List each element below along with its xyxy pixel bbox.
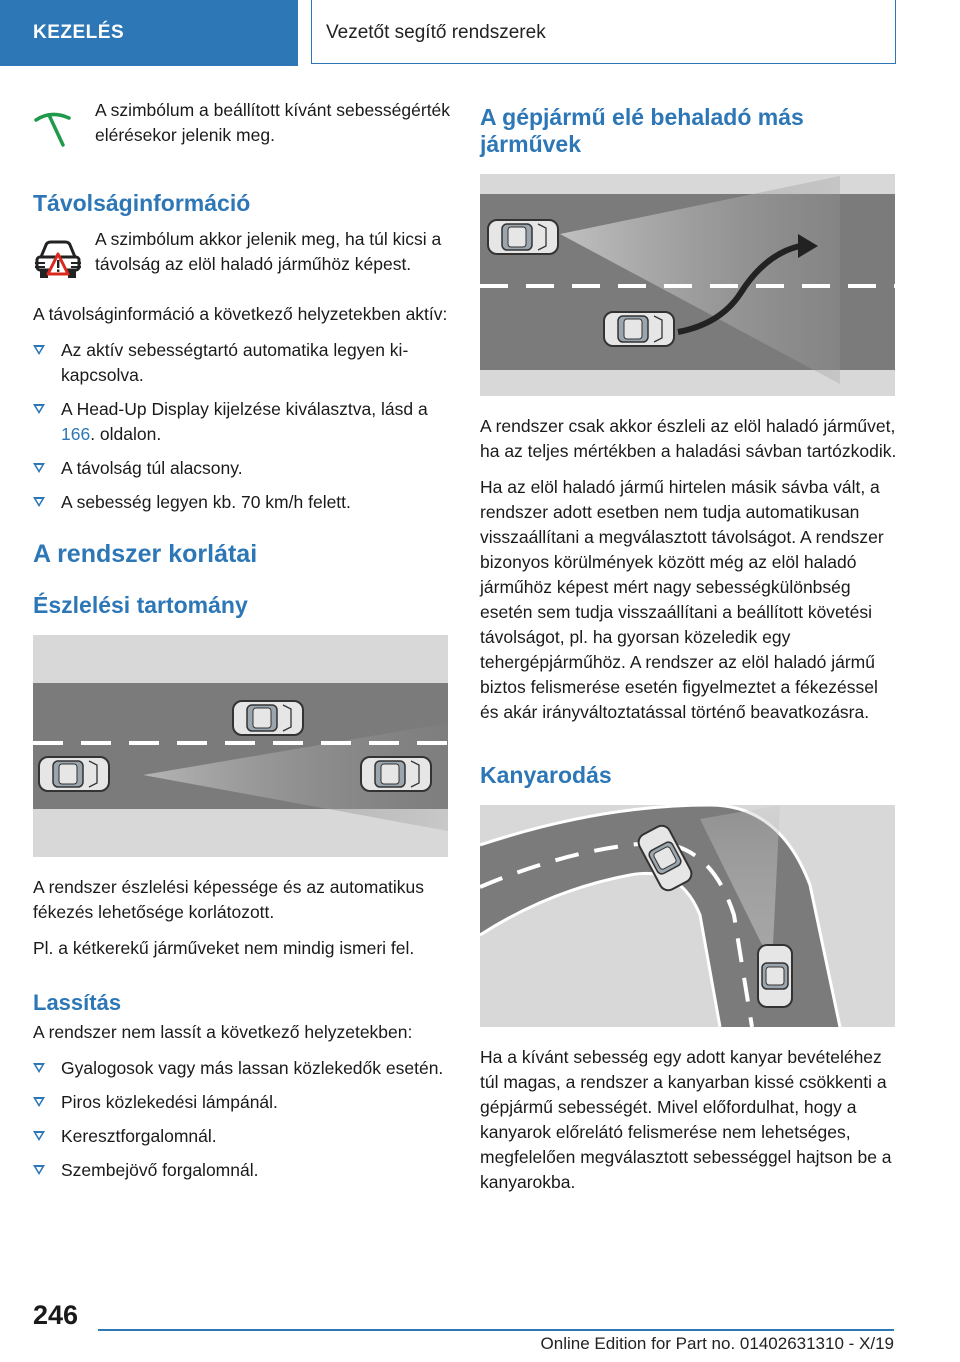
bullet-triangle-icon	[33, 404, 45, 414]
bullet-triangle-icon	[33, 1131, 45, 1141]
footer-edition: Online Edition for Part no. 01402631310 - X/19	[540, 1334, 894, 1353]
cut-in-figure	[480, 174, 895, 396]
speed-reached-icon	[33, 98, 95, 155]
left-column	[33, 98, 451, 1192]
cut-in-heading: A gépjármű elé behaladó más járművek	[480, 104, 804, 157]
right-column	[480, 104, 898, 1206]
cornering-figure	[480, 805, 895, 1027]
distance-info-heading: Távolságinformáció	[33, 190, 251, 216]
bullet-triangle-icon	[33, 497, 45, 507]
page-number: 246	[33, 1300, 79, 1330]
bullet-triangle-icon	[33, 1063, 45, 1073]
list-item: Szembejövő forgalomnál.	[33, 1158, 451, 1183]
distance-symbol-text: A szimbólum akkor jelenik meg, ha túl kicsi a távolság az elöl haladó járműhöz képest.	[95, 229, 442, 274]
page-header	[0, 0, 960, 66]
car-warning-icon	[33, 227, 95, 288]
deceleration-heading: Lassítás	[33, 990, 122, 1015]
bullet-triangle-icon	[33, 1165, 45, 1175]
cornering-heading: Kanyarodás	[480, 762, 612, 788]
speed-symbol-text: A szimbólum a beállított kívánt sebességérték elérésekor jelenik meg.	[95, 100, 451, 145]
distance-active-text: A távolságinformáció a következő helyzetekben aktív:	[33, 304, 448, 324]
page-link[interactable]: 166	[61, 424, 91, 444]
speed-symbol-row	[33, 98, 451, 155]
bullet-triangle-icon	[33, 345, 45, 355]
section-tab: KEZELÉS	[0, 0, 298, 66]
list-item: A Head-Up Display kijelzése kiválasztva, lásd a 166. oldalon.	[33, 397, 451, 447]
footer-divider	[98, 1329, 894, 1331]
bullet-triangle-icon	[33, 463, 45, 473]
bullet-triangle-icon	[33, 1097, 45, 1107]
list-item: Az aktív sebességtartó automatika legyen kikapcsolva.	[33, 338, 451, 388]
cut-in-text-2: Ha az elöl haladó jármű hirtelen másik sávba vált, a rendszer adott esetben nem tudja automatikusan visszaállítani a megválasztott távolságot. A rendszer bizonyos körülmények között még az elöl haladó járműhöz képest mért nagy sebességkülönbség esetén sem tudja visszaállítani a beállított követési távolságot, pl. ha gyorsan közeledik egy tehergépjárműhöz. A rendszer az elöl haladó jármű biztos felismerése esetén figyelmeztet a fékezéssel és akár irányváltoztatással történő beavatkozásra.	[480, 477, 884, 722]
detection-range-heading: Észlelési tartomány	[33, 592, 248, 618]
list-item: A sebesség legyen kb. 70 km/h felett.	[33, 490, 451, 515]
list-item: Gyalogosok vagy más lassan közlekedők esetén.	[33, 1056, 451, 1081]
chapter-title: Vezetőt segítő rendszerek	[311, 0, 896, 64]
deceleration-list	[33, 1056, 451, 1183]
cut-in-text-1: A rendszer csak akkor észleli az elöl haladó járművet, ha az teljes mértékben a haladási sávban tartózkodik.	[480, 416, 897, 461]
list-item: Piros közlekedési lámpánál.	[33, 1090, 451, 1115]
list-item: Keresztforgalomnál.	[33, 1124, 451, 1149]
system-limits-heading: A rendszer korlátai	[33, 540, 258, 568]
distance-conditions-list	[33, 338, 451, 515]
detection-range-figure	[33, 635, 448, 857]
distance-symbol-row	[33, 227, 451, 288]
list-item: A távolság túl alacsony.	[33, 456, 451, 481]
cornering-text: Ha a kívánt sebesség egy adott kanyar bevételéhez túl magas, a rendszer a kanyarban kissé csökkenti a gépjármű sebességét. Mivel előfordulhat, hogy a kanyarok előrelátó felismerése nem lehetséges, megfelelően megválasztott sebességgel hajtson be a kanyarokba.	[480, 1047, 892, 1192]
deceleration-text: A rendszer nem lassít a következő helyzetekben:	[33, 1022, 413, 1042]
range-text-2: Pl. a kétkerekű járműveket nem mindig ismeri fel.	[33, 938, 415, 958]
range-text-1: A rendszer észlelési képessége és az automatikus fékezés lehetősége korlátozott.	[33, 877, 425, 922]
